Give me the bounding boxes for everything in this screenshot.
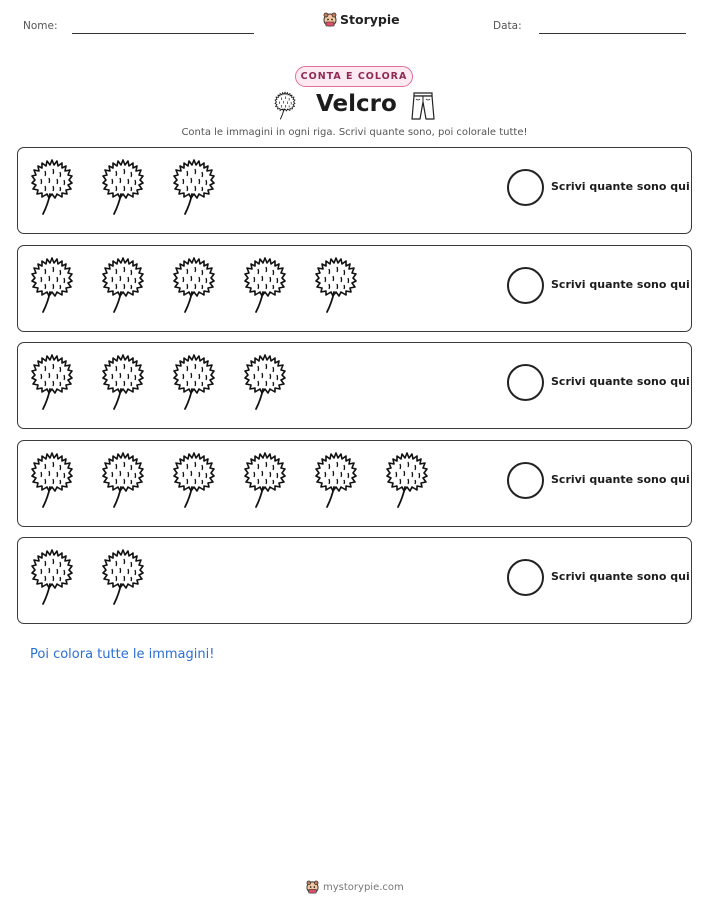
velcro-burr-icon: [102, 451, 144, 515]
velcro-burr-icon: [272, 91, 298, 125]
velcro-burr-icon: [315, 256, 357, 320]
velcro-burr-icon: [102, 548, 144, 612]
velcro-burr-icon: [173, 158, 215, 222]
velcro-burr-icon: [102, 158, 144, 222]
footer: [306, 880, 404, 894]
velcro-burr-icon: [244, 451, 286, 515]
instructions: Conta le immagini in ogni riga. Scrivi quante sono, poi colorale tutte!: [181, 127, 528, 138]
answer-label: Scrivi quante sono qui: [551, 375, 690, 388]
answer-label: Scrivi quante sono qui: [551, 570, 690, 583]
velcro-burr-icon: [31, 353, 73, 417]
footer-url: mystorypie.com: [323, 881, 404, 893]
storypie-mascot-icon: [323, 12, 337, 27]
answer-circle[interactable]: [507, 559, 544, 596]
answer-circle[interactable]: [507, 364, 544, 401]
velcro-burr-icon: [102, 256, 144, 320]
footer-note: Poi colora tutte le immagini!: [30, 647, 215, 662]
velcro-burr-icon: [31, 158, 73, 222]
date-label: Data:: [493, 20, 522, 32]
answer-circle[interactable]: [507, 169, 544, 206]
counting-row: [17, 440, 692, 527]
answer-circle[interactable]: [507, 267, 544, 304]
velcro-burr-icon: [31, 548, 73, 612]
velcro-burr-icon: [173, 353, 215, 417]
answer-label: Scrivi quante sono qui: [551, 473, 690, 486]
activity-badge: CONTA E COLORA: [295, 66, 413, 87]
counting-row: [17, 245, 692, 332]
answer-label: Scrivi quante sono qui: [551, 180, 690, 193]
velcro-burr-icon: [173, 451, 215, 515]
counting-row: [17, 147, 692, 234]
counting-row: [17, 537, 692, 624]
velcro-burr-icon: [31, 451, 73, 515]
velcro-burr-icon: [102, 353, 144, 417]
answer-circle[interactable]: [507, 462, 544, 499]
pants-icon: [410, 91, 436, 125]
brand-name: Storypie: [340, 12, 400, 27]
name-line[interactable]: [72, 33, 254, 34]
velcro-burr-icon: [386, 451, 428, 515]
velcro-burr-icon: [315, 451, 357, 515]
velcro-burr-icon: [173, 256, 215, 320]
storypie-mascot-icon: [306, 880, 319, 894]
brand-logo: [323, 12, 400, 27]
name-label: Nome:: [23, 20, 58, 32]
page-title: Velcro: [316, 91, 397, 117]
date-line[interactable]: [539, 33, 686, 34]
velcro-burr-icon: [244, 256, 286, 320]
counting-row: [17, 342, 692, 429]
answer-label: Scrivi quante sono qui: [551, 278, 690, 291]
velcro-burr-icon: [31, 256, 73, 320]
velcro-burr-icon: [244, 353, 286, 417]
